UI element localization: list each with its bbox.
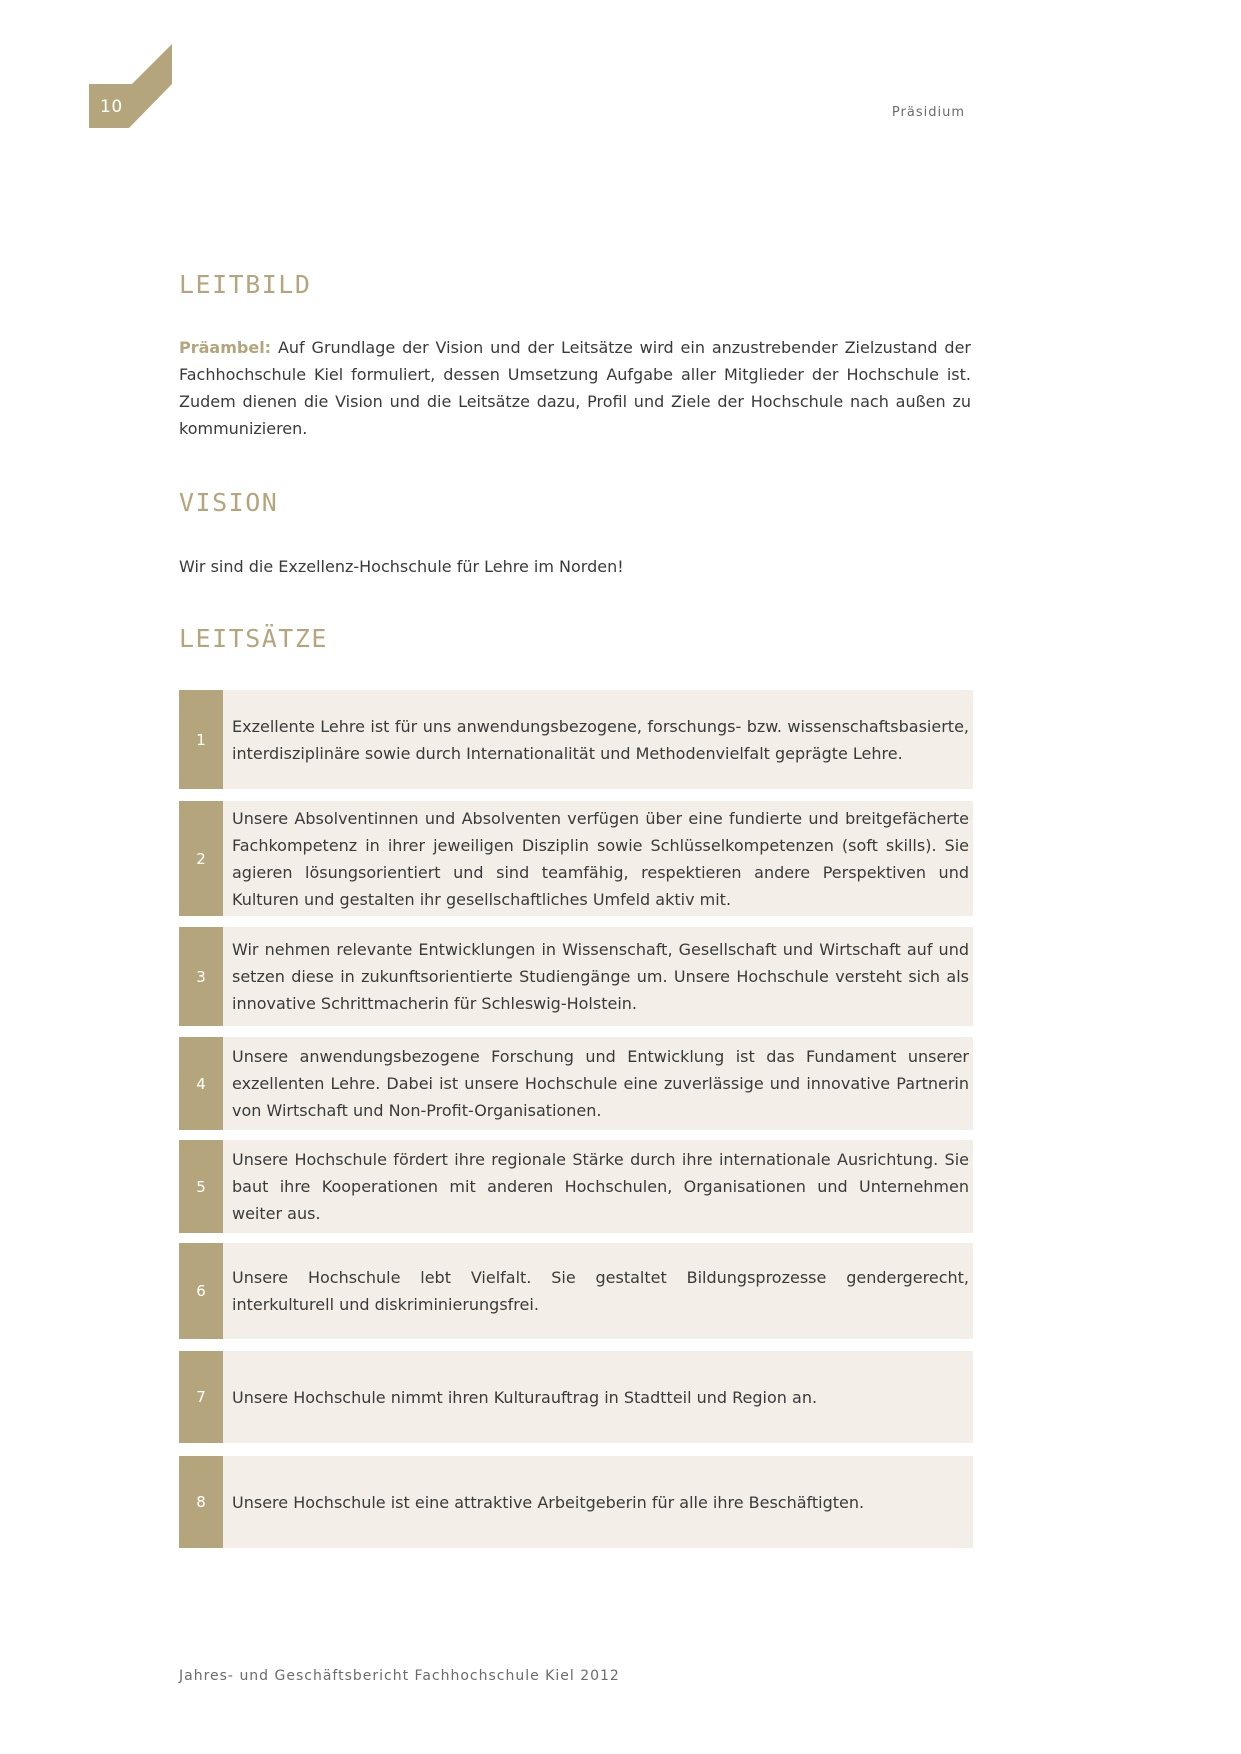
principle-item [179,1140,973,1233]
principle-text: Wir nehmen relevante Entwicklungen in Wissenschaft, Gesellschaft und Wirtschaft auf und setzen diese in zukunftsorientierte Studiengänge um. Unsere Hochschule versteht sich als innovative Schrittmacherin für Schleswig-Holstein. [232,940,969,1013]
principle-text: Exzellente Lehre ist für uns anwendungsbezogene, forschungs- bzw. wissenschaftsbasierte, interdisziplinäre sowie durch Internationalität und Methodenvielfalt geprägte Lehre. [232,716,969,763]
principle-text: Unsere Absolventinnen und Absolventen verfügen über eine fundierte und breitgefächerte Fachkompetenz in ihrer jeweiligen Disziplin sowie Schlüsselkompetenzen (soft skills). Sie agieren lösungsorientiert und sind teamfähig, respektieren andere Perspektiven und Kulturen und gestalten ihr gesellschaftliches Umfeld aktiv mit. [232,808,969,909]
principle-item [179,927,973,1026]
leitbild-heading: LEITBILD [179,270,312,299]
principle-item [179,1456,973,1548]
principle-item [179,690,973,789]
vision-statement: Wir sind die Exzellenz-Hochschule für Lehre im Norden! [179,557,624,576]
principle-item [179,1351,973,1443]
principle-number: 5 [179,1140,223,1233]
running-header-section: Präsidium [891,105,965,120]
footer-text: Jahres- und Geschäftsbericht Fachhochschule Kiel 2012 [179,1668,620,1684]
principle-item [179,801,973,916]
preamble-lead: Präambel: [179,338,272,357]
principle-text: Unsere anwendungsbezogene Forschung und Entwicklung ist das Fundament unserer exzellenten Lehre. Dabei ist unsere Hochschule eine zuverlässige und innovative Partnerin von Wirtschaft und Non-Profit-Organisationen. [232,1047,969,1120]
principle-number: 8 [179,1456,223,1548]
principle-text: Unsere Hochschule nimmt ihren Kulturauftrag in Stadtteil und Region an. [232,1387,818,1407]
vision-heading: VISION [179,488,279,517]
preamble-paragraph [179,334,971,442]
principle-text: Unsere Hochschule fördert ihre regionale Stärke durch ihre internationale Ausrichtung. Sie baut ihre Kooperationen mit anderen Hochschulen, Organisationen und Unternehmen weiter aus. [232,1150,969,1223]
principle-number: 3 [179,927,223,1026]
leitsaetze-heading: LEITSÄTZE [179,624,328,653]
principle-number: 2 [179,801,223,916]
principle-item [179,1037,973,1130]
preamble-text: Auf Grundlage der Vision und der Leitsätze wird ein anzustrebender Zielzustand der Fachhochschule Kiel formuliert, dessen Umsetzung Aufgabe aller Mitglieder der Hochschule ist. Zudem dienen die Vision und die Leitsätze dazu, Profil und Ziele der Hochschule nach außen zu kommunizieren. [179,338,971,438]
principle-number: 4 [179,1037,223,1130]
principle-item [179,1243,973,1339]
page-number: 10 [100,97,123,117]
principle-text: Unsere Hochschule ist eine attraktive Arbeitgeberin für alle ihre Beschäftigten. [232,1492,865,1512]
principle-number: 1 [179,690,223,789]
principle-number: 6 [179,1243,223,1339]
principle-number: 7 [179,1351,223,1443]
principle-text: Unsere Hochschule lebt Vielfalt. Sie gestaltet Bildungsprozesse gendergerecht, interkulturell und diskriminierungsfrei. [232,1268,969,1314]
